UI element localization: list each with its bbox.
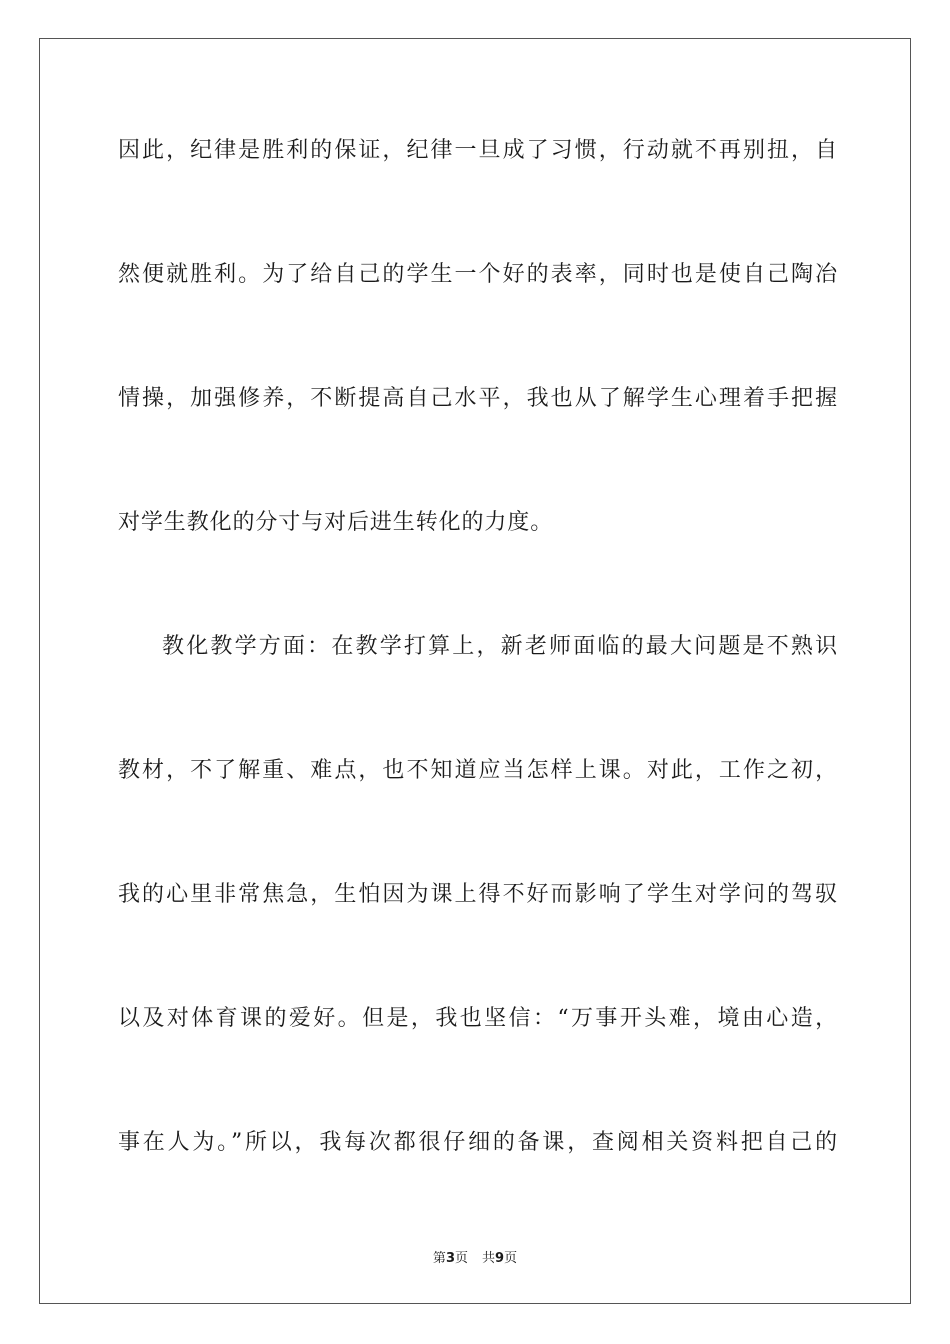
total-suffix: 页: [504, 1251, 518, 1266]
body-line-1: 因此，纪律是胜利的保证，纪律一旦成了习惯，行动就不再别扭，自: [118, 138, 838, 163]
total-prefix: 共: [482, 1251, 496, 1266]
page-prefix: 第: [432, 1251, 446, 1266]
page-suffix: 页: [454, 1251, 468, 1266]
body-line-8: 以及对体育课的爱好。但是，我也坚信：“万事开头难，境由心造，: [118, 1006, 838, 1031]
body-line-4: 对学生教化的分寸与对后进生转化的力度。: [118, 510, 554, 535]
body-line-9: 事在人为。”所以，我每次都很仔细的备课，查阅相关资料把自己的: [118, 1130, 838, 1155]
body-line-2: 然便就胜利。为了给自己的学生一个好的表率，同时也是使自己陶冶: [118, 262, 838, 287]
total-pages-number: 9: [495, 1251, 505, 1266]
page-footer: [0, 1247, 950, 1266]
body-line-3: 情操，加强修养，不断提高自己水平，我也从了解学生心理着手把握: [118, 386, 838, 411]
page-frame: [39, 38, 911, 1304]
body-line-6: 教材，不了解重、难点，也不知道应当怎样上课。对此，工作之初，: [118, 758, 838, 783]
body-line-7: 我的心里非常焦急，生怕因为课上得不好而影响了学生对学问的驾驭: [118, 882, 838, 907]
body-line-5: 教化教学方面：在教学打算上，新老师面临的最大问题是不熟识: [162, 634, 838, 659]
current-page-number: 3: [445, 1251, 455, 1266]
